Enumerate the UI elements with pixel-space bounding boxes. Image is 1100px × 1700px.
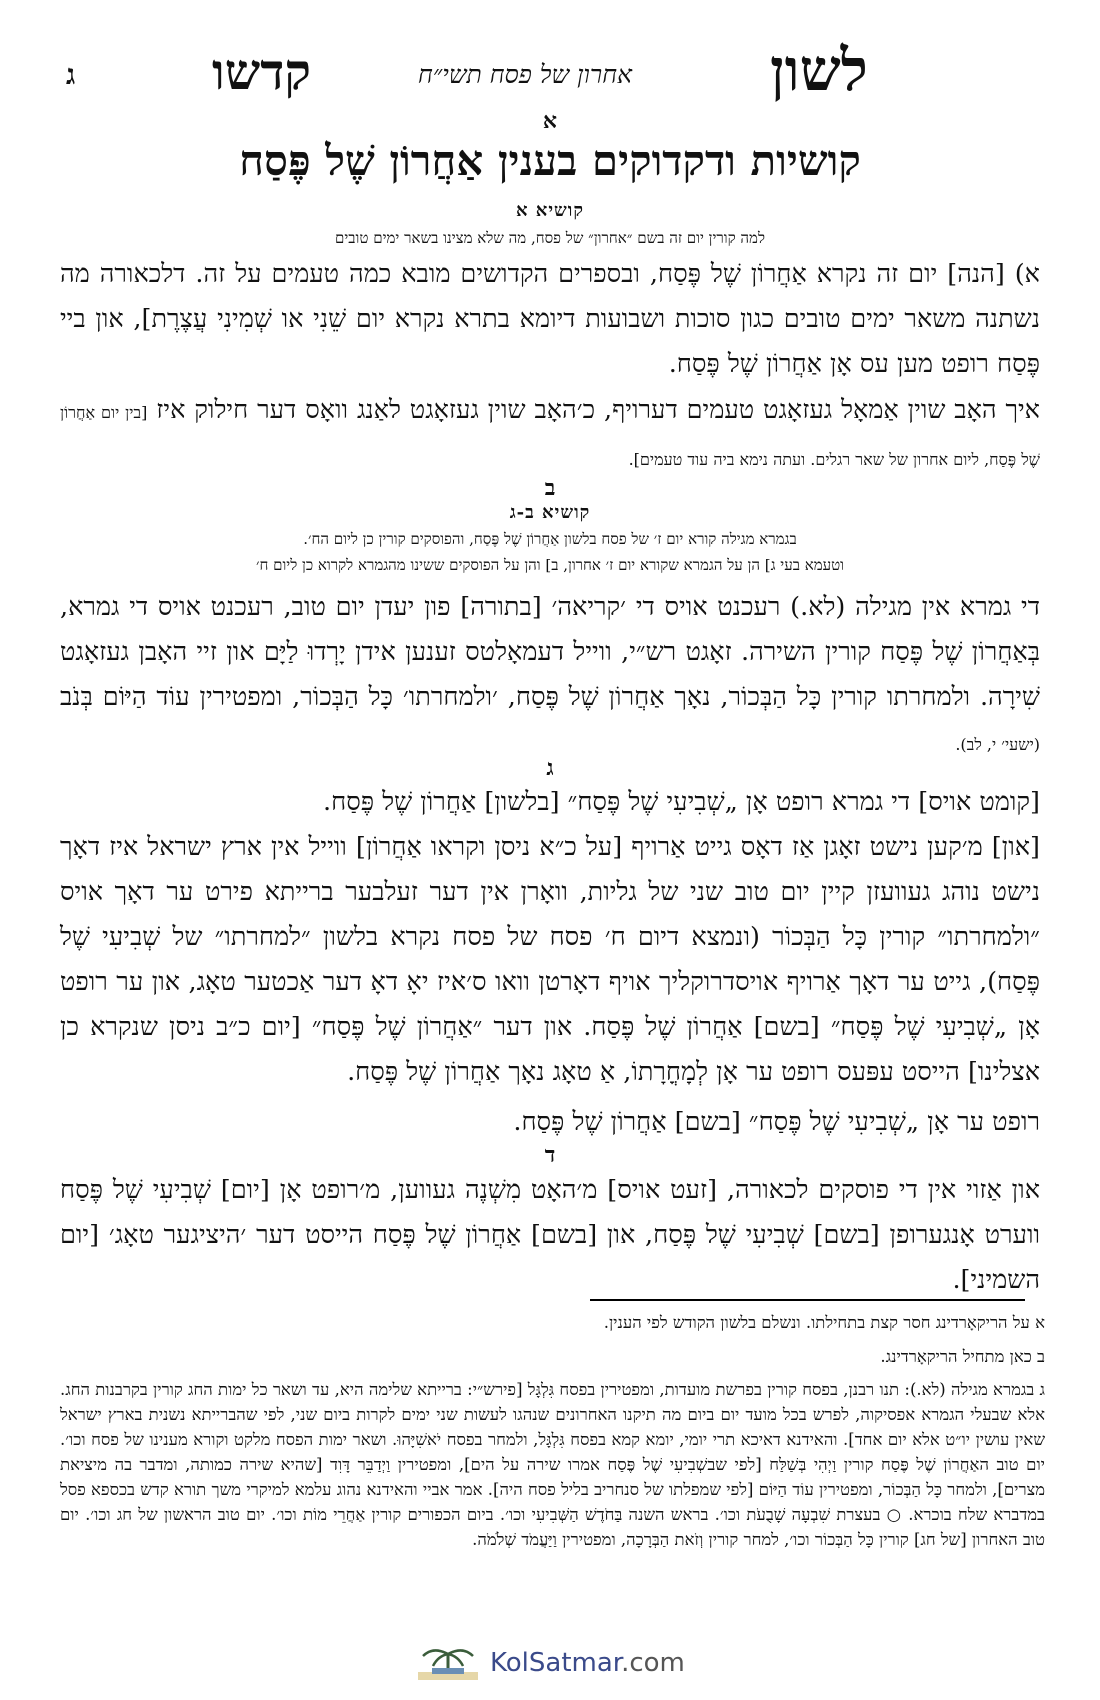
section-letter-g: ג [546, 755, 554, 781]
page-number: ג [66, 58, 76, 91]
paragraph-b1 [60, 585, 1040, 767]
footnote-1: א על הריקאָרדינג חסר קצת בתחילתו. ונשלם בלשון הקודש לפי הענין. [603, 1313, 1045, 1332]
footnote-divider [590, 1299, 1025, 1301]
question-a: למה קורין יום זה בשם ״אחרון״ של פסח, מה שלא מצינו בשאר ימים טובים [335, 229, 765, 247]
main-title: קושיות ודקדוקים בענין אַחֲרוֹן שֶׁל פֶּסַח [239, 136, 861, 185]
header-title-right: לשון [770, 36, 868, 104]
paragraph-d1: און אַזוי אין די פוסקים לכאורה, [זעט אויס] מ׳האָט מִשְׁנֶה געווען, מ׳רופט אָן [יום] שְׁבִיעִי שֶׁל פֶּסַח ווערט אָנגערופן [בשם] שְׁבִיעִי שֶׁל פֶּסַח, און [בשם] אַחֲרוֹן שֶׁל פֶּסַח הייסט דער ׳היציגער טאָג׳ [יום השמיני]. [60, 1175, 1040, 1295]
line-g1: [קומט אויס] די גמרא רופט אָן „שְׁבִיעִי שֶׁל פֶּסַח״ [בלשון] אַחֲרוֹן שֶׁל פֶּסַח. [323, 787, 1040, 817]
paragraph-b1-ref: (ישעי׳ י, לב). [955, 735, 1040, 754]
paragraph-a1: א) [הנה] יום זה נקרא אַחֲרוֹן שֶׁל פֶּסַח, ובספרים הקדושים מובא כמה טעמים על זה. דלכאורה מה נשתנה משאר ימים טובים כגון סוכות ושבועות דיומא בתרא נקרא יום שֵׁנִי או שְׁמִינִי עֲצֶרֶת], און ביי פֶּסַח רופט מען עס אָן אַחֲרוֹן שֶׁל פֶּסַח. [60, 259, 1040, 379]
question-b2: וטעמא בעי ג] הן על הגמרא שקורא יום ז׳ אחרון, ב] והן על הפוסקים ששינו מהגמרא לקרוא כן ליום ח׳ [255, 556, 844, 574]
paragraph-g1: [און] מ׳קען נישט זאָגן אַז דאָס גייט אַרויף [על כ״א ניסן וקראו אַחֲרוֹן] ווייל אין ארץ ישראל איז דאָך נישט נוהג געוועזן קיין יום טוב שני של גליות, וואָרן אין דער זעלבער ברייתא פירט ער דאָך אויס ״ולמחרתו״ קורין כָּל הַבְּכוֹר (ונמצא דיום ח׳ פסח של פסח נקרא בלשון ״למחרתו״ של שְׁבִיעִי שֶׁל פֶּסַח), גייט ער דאָך אַרויף אויסדרוקליך אויף דאָרטן וואו ס׳איז יאָ דאָ דער אַכטער טאָג, און ער רופט אָן „שְׁבִיעִי שֶׁל פֶּסַח״ [בשם] אַחֲרוֹן שֶׁל פֶּסַח. און דער ״אַחֲרוֹן שֶׁל פֶּסַח״ [יום כ״ב ניסן שנקרא כן אצלינו] הייסט עפּעס רופט ער אָן לְמָחֳרָתוֹ, אַ טאָג נאָך אַחֲרוֹן שֶׁל פֶּסַח. [60, 832, 1040, 1087]
kushia-heading-a: קושיא א [515, 200, 585, 221]
watermark-brand: KolSatmar [490, 1648, 622, 1678]
watermark-text [490, 1648, 685, 1678]
header-title-left: קדשו [212, 42, 311, 101]
watermark-suffix: .com [621, 1648, 685, 1678]
question-b1: בגמרא מגילה קורא יום ז׳ של פסח בלשון אַחֲרוֹן שֶׁל פֶּסַח, והפוסקים קורין כן ליום הח׳. [303, 530, 797, 548]
paragraph-a2 [60, 388, 1040, 482]
paragraph-b1-text: די גמרא אין מגילה (לא.) רעכנט אויס די ׳קריאה׳ [בתורה] פון יעדן יום טוב, רעכנט אויס די גמרא, בְּאַחֲרוֹן שֶׁל פֶּסַח קורין השירה. זאָגט רש״י, ווייל דעמאָלטס זענען אידן יָרְדוּ לַיָּם און זיי האָבן געזאָגט שִׁירָה. ולמחרתו קורין כָּל הַבְּכוֹר, נאָך אַחֲרוֹן שֶׁל פֶּסַח, ׳ולמחרתו׳ כָּל הַבְּכוֹר, ומפטירין עוֹד הַיּוֹם בְּנֹב [60, 592, 1040, 712]
header-subtitle: אחרון של פסח תשי״ח [418, 60, 632, 89]
section-letter-d: ד [544, 1142, 556, 1168]
section-letter-a: א [542, 108, 558, 134]
paragraph-a2-text: איך האָב שוין אַמאָל געזאָגט טעמים דערויף, כ׳האָב שוין געזאָגט לאַנג וואָס דער חילוק איז [156, 395, 1040, 425]
footnote-2: ב כאן מתחיל הריקאָרדינג. [880, 1347, 1045, 1366]
section-letter-b: ב [544, 475, 556, 501]
paragraph-a2-bracket: [בין יום אַחֲרוֹן שֶׁל פֶּסַח, ליום אחרון של שאר רגלים. ועתה נימא ביה עוד טעמים]. [60, 403, 1040, 469]
line-g2: רופט ער אָן „שְׁבִיעִי שֶׁל פֶּסַח״ [בשם] אַחֲרוֹן שֶׁל פֶּסַח. [513, 1107, 1040, 1137]
footnote-3: ג בגמרא מגילה (לא.): תנו רבנן, בפסח קורין בפרשת מועדות, ומפטירין בפסח גִּלְגָּל [פירש״י: ברייתא שלימה היא, עד ושאר כל ימות החג קורין בקרבנות החג. אלא שבעלי הגמרא אפסיקוה, לפרש בכל מועד יום ביום מה תיקנו האחרונים שנהגו לעשות שני ימים לקרות ביום שני, לפי שהברייתא נשנית בארץ ישראל שאין עושין יו״ט אלא יום אחד]. והאידנא דאיכא תרי יומי, יומא קמא בפסח גִּלְגָּל, ולמחר בפסח יֹאשִׁיָּהוּ. ושאר ימות הפסח מלקט וקורא מענינו של פסח וכו׳. יום טוב האַחֲרוֹן שֶׁל פֶּסַח קורין וַיְהִי בְּשַׁלַּח [לפי שבשְׁבִיעִי שֶׁל פֶּסַח אמרו שירה על הים], ומפטירין וַיְדַבֵּר דָּוִד [שהיא שירה כמותה, ומדבר בה מיציאת מצרים], ולמחר כָּל הַבְּכוֹר, ומפטירין עוֹד הַיּוֹם [לפי שמפלתו של סנחריב בליל פסח היה]. אמר אביי והאידנא נהוג עלמא למיקרי משך תורא קדש בכספא פסל במדברא שלח בוכרא. ○ בעצרת שִׁבְעָה שָׁבֻעֹת וכו׳. בראש השנה בַּחֹדֶשׁ הַשְּׁבִיעִי וכו׳. ביום הכפורים קורין אַחֲרֵי מוֹת וכו׳. יום טוב הראשון של חג וכו׳. יום טוב האחרון [של חג] קורין כָּל הַבְּכוֹר וכו׳, למחר קורין וְזֹאת הַבְּרָכָה, ומפטירין וַיַּעֲמֹד שְׁלֹמֹה. [60, 1380, 1045, 1549]
kushia-heading-b: קושיא ב-ג [509, 502, 591, 523]
